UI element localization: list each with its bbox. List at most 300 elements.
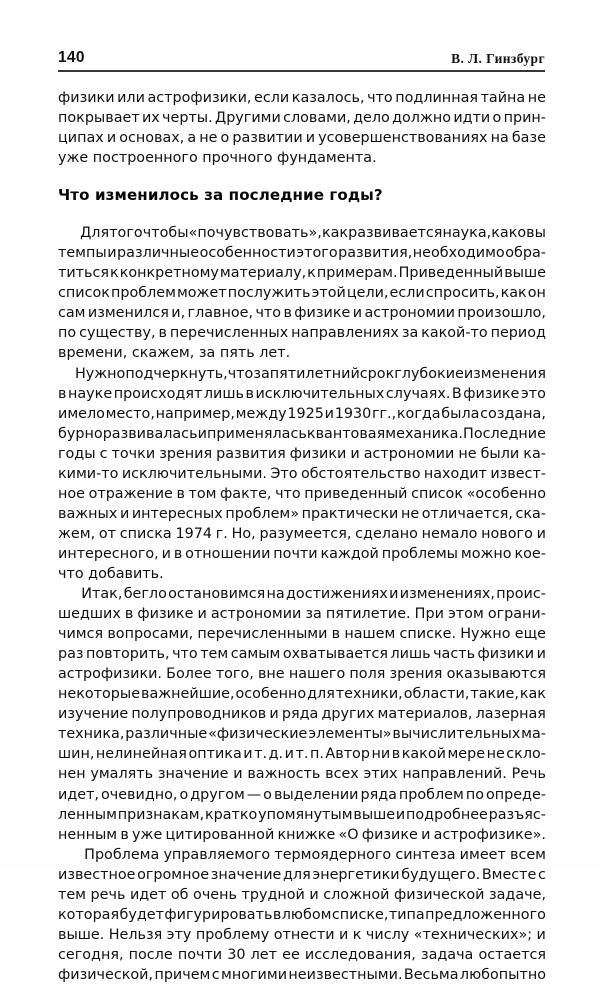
word: физике [137, 606, 194, 623]
word: кое- [514, 545, 546, 562]
word: не [458, 445, 477, 462]
text-line [58, 845, 546, 865]
text-line [58, 323, 546, 343]
word: астрофизики, [147, 90, 252, 106]
word: в [158, 325, 167, 342]
word: к [307, 265, 316, 282]
word: синтеза [395, 846, 456, 863]
text-line [58, 484, 546, 504]
word: физики [58, 90, 115, 106]
word: главное, [187, 305, 254, 322]
word: почти [177, 946, 223, 963]
word: происходят [113, 385, 203, 402]
word: часть [433, 646, 476, 663]
word: о [220, 130, 230, 147]
word: покрывает [58, 110, 140, 127]
paragraph-indent [58, 223, 80, 243]
word: 1930 [334, 405, 372, 422]
word: уже [132, 826, 163, 843]
text-line [58, 424, 546, 444]
word: пятилетие. [325, 606, 411, 623]
word: кими-то [58, 465, 119, 482]
text-line [58, 825, 546, 845]
word: эту [166, 926, 192, 943]
text-line [58, 384, 546, 404]
word: не [199, 130, 218, 147]
word: и [119, 505, 130, 522]
word: ряда [281, 706, 319, 723]
word: признакам, [117, 806, 205, 823]
word: он [527, 285, 546, 302]
word: фигурировать [164, 906, 273, 923]
word: области, [403, 686, 470, 703]
word: задача [420, 946, 474, 963]
word: астрономии [363, 445, 455, 462]
word: лет [250, 946, 277, 963]
word: очевидно, [100, 786, 178, 803]
word: различные [125, 726, 208, 743]
word: элементы» [308, 726, 392, 743]
word: можно [460, 545, 512, 562]
word: что [172, 646, 198, 663]
word: гг., [371, 405, 397, 422]
word: как [321, 225, 349, 242]
word: «особенно [466, 485, 546, 502]
word: предложенного [425, 906, 546, 923]
word: изменения [463, 365, 546, 382]
word: были [480, 445, 520, 462]
word: сложной [323, 886, 390, 903]
word: когда [396, 405, 441, 422]
word: например, [155, 405, 235, 422]
word: вопросами, [107, 626, 194, 643]
text-line [58, 925, 546, 945]
page-number: 140 [58, 49, 85, 66]
word: подлинная [395, 90, 478, 106]
word: и [536, 525, 546, 542]
word: должно [392, 110, 452, 127]
word: дело [353, 110, 390, 127]
word: проблем» [225, 505, 300, 522]
word: казалось, [291, 90, 365, 106]
word: энергетики [312, 866, 400, 883]
paragraph-indent [58, 584, 80, 604]
word: немало [421, 525, 478, 542]
word: по [465, 786, 484, 803]
word: не [400, 505, 420, 522]
word: проис- [496, 586, 546, 603]
para-5 [58, 845, 546, 985]
text-line [58, 444, 546, 464]
word: имеет [459, 846, 506, 863]
word: достижениях [286, 586, 388, 603]
word: и [339, 926, 349, 943]
word: срок [359, 365, 395, 382]
word: материалу, [219, 265, 307, 282]
word: зрения [159, 445, 213, 462]
word: чтобы [142, 225, 189, 242]
word: еще [514, 626, 546, 643]
word: примерам. [316, 265, 398, 282]
paragraph-indent [58, 364, 75, 384]
word: этих [363, 766, 398, 783]
word: применялась [207, 425, 307, 442]
word: место, [105, 405, 155, 422]
heading-space-below [58, 205, 546, 223]
word: материалов, [377, 706, 473, 723]
paragraph-indent [58, 845, 80, 865]
word: неизвестными. [288, 966, 403, 983]
word: какой [401, 746, 446, 763]
word: т. [295, 746, 309, 763]
word: техника, [58, 726, 125, 743]
word: огромное [137, 866, 210, 883]
word: чимся [58, 626, 104, 643]
word: Речь [511, 766, 546, 783]
word: отношении [185, 545, 271, 562]
word: трудной [241, 886, 305, 903]
para-1 [58, 88, 546, 168]
word: в [120, 826, 129, 843]
word: Нужно [460, 626, 511, 643]
word: вычислительных [392, 726, 521, 743]
word: между [235, 405, 287, 422]
word: если [389, 285, 425, 302]
word: если [254, 90, 290, 106]
word: практически [301, 505, 399, 522]
word: и [309, 886, 319, 903]
word: на [490, 130, 509, 147]
word: любом [281, 906, 332, 923]
word: в [331, 626, 341, 643]
word: механика. [385, 425, 463, 442]
word: вне [257, 666, 285, 683]
word: бегло [123, 586, 167, 603]
word: обстоятельство [300, 465, 421, 482]
word: другом [190, 786, 245, 803]
word: Проблема [84, 846, 160, 863]
word: п. [309, 746, 324, 763]
word: наука, [442, 225, 492, 242]
word: и [536, 926, 546, 943]
word: Весьма [403, 966, 459, 983]
para-2 [58, 223, 546, 363]
word: астрофизике». [433, 826, 546, 843]
word: развития [216, 445, 286, 462]
word: важнейшие, [141, 686, 235, 703]
word: всем [509, 846, 546, 863]
word: послужить [227, 285, 311, 302]
word: что [227, 365, 254, 382]
word: идет [129, 886, 167, 903]
word: развитии [232, 130, 303, 147]
word: — [246, 786, 262, 803]
word: приведенный [304, 485, 408, 502]
word: и [324, 405, 334, 422]
word: годы [58, 445, 96, 462]
word: упомянутым [258, 806, 353, 823]
word: и [389, 586, 399, 603]
word: и, [171, 305, 186, 322]
word: будет [119, 906, 164, 923]
word: сделано [355, 525, 418, 542]
word: титься [58, 265, 110, 282]
word: умалять [90, 766, 154, 783]
word: списке, [331, 906, 389, 923]
word: и [350, 445, 360, 462]
word: нашем [344, 626, 396, 643]
word: охватывается [282, 646, 388, 663]
word: в [173, 545, 183, 562]
word: полупроводников [131, 706, 267, 723]
word: цитированной [165, 826, 275, 843]
word: выше. [58, 926, 105, 943]
word: лишь [390, 646, 431, 663]
word: оптика [188, 746, 242, 763]
word: и [395, 806, 406, 823]
word: глубокие [394, 365, 464, 382]
word: в [124, 606, 134, 623]
word: т. [254, 746, 268, 763]
word: различные [117, 245, 200, 262]
word: техники, [335, 686, 403, 703]
word: Для [80, 225, 110, 242]
word: пятилетний [269, 365, 360, 382]
word: в [283, 305, 292, 322]
word: отнести [273, 926, 335, 943]
word: известное [58, 866, 136, 883]
word: особенности [199, 245, 296, 262]
text-line [58, 404, 546, 424]
word: проблемы [381, 545, 458, 562]
word: перечисленных [169, 325, 289, 342]
word: выше [504, 265, 546, 282]
word: задаче, [489, 886, 546, 903]
word: проблему [195, 926, 270, 943]
para-3 [58, 364, 546, 585]
word: к [352, 926, 362, 943]
word: отличается, [421, 505, 513, 522]
word: прин- [503, 110, 546, 127]
word: произошло, [457, 305, 546, 322]
word: 30 [227, 946, 246, 963]
word: раз [58, 646, 84, 663]
word: их [141, 110, 160, 127]
word: астрономии [210, 606, 302, 623]
word: термоядерного [274, 846, 392, 863]
word: существу, [79, 325, 156, 342]
word: направлениях [291, 325, 399, 342]
word: очень [193, 886, 237, 903]
word: физики [477, 646, 535, 663]
text-line [58, 604, 546, 624]
word: для [283, 866, 311, 883]
word: физике [463, 385, 520, 402]
word: какой-то [421, 325, 488, 342]
running-head [58, 45, 545, 67]
word: Приведенный [398, 265, 504, 282]
word: список [58, 285, 110, 302]
word: книжке [277, 826, 336, 843]
word: опреде- [485, 786, 546, 803]
text-line [58, 704, 546, 724]
word: темпы [58, 245, 107, 262]
word: сам [58, 305, 86, 322]
word: создана, [480, 405, 546, 422]
text-line [58, 128, 546, 148]
word: мере [447, 746, 486, 763]
text-line [58, 724, 546, 744]
word: некоторые [58, 686, 141, 703]
word: список [411, 485, 463, 502]
word: такие, [470, 686, 519, 703]
word: «О [338, 826, 359, 843]
word: ни [371, 746, 391, 763]
word: нелинейная [95, 746, 187, 763]
word: развивалась [102, 425, 198, 442]
word: При [414, 606, 444, 623]
word: кратко [204, 806, 258, 823]
word: как [519, 686, 546, 703]
word: Нужно [74, 365, 126, 382]
word: и [197, 606, 207, 623]
word: квантовая [306, 425, 386, 442]
word: важность [247, 766, 321, 783]
word: и [352, 305, 363, 322]
word: в [391, 746, 401, 763]
word: ленным [58, 806, 117, 823]
word: любопытно [459, 966, 546, 983]
word: того, [215, 666, 254, 683]
word: ска- [515, 505, 546, 522]
word: идти [453, 110, 491, 127]
word: основах, [119, 130, 185, 147]
word: и [107, 245, 117, 262]
word: будущего. [401, 866, 481, 883]
word: для [307, 686, 335, 703]
word: черты. [162, 110, 213, 127]
word: физической, [58, 966, 154, 983]
heading-space-above [58, 168, 546, 185]
word: «технических»; [413, 926, 533, 943]
word: усовершенствованиях [318, 130, 488, 147]
text-line [58, 945, 546, 965]
word: спросить, [425, 285, 500, 302]
word: изменениях, [399, 586, 495, 603]
text-line [58, 464, 546, 484]
text-line [58, 524, 546, 544]
word: конкретному [119, 265, 219, 282]
word: проблем [110, 285, 176, 302]
text-line [58, 785, 546, 805]
running-head-author: В. Л. Гинзбург [451, 51, 545, 66]
word: списка [119, 525, 172, 542]
word: физической [394, 886, 485, 903]
word: нашего [288, 666, 346, 683]
word: типа [388, 906, 425, 923]
word: и [161, 545, 171, 562]
text-line [58, 905, 546, 925]
word: по [58, 325, 77, 342]
word: и [197, 425, 207, 442]
text-line [58, 805, 546, 825]
text-line [58, 744, 546, 764]
word: лазерная [475, 706, 546, 723]
text-line: уже построенного прочного фундамента. [58, 150, 377, 167]
word: многими [221, 966, 288, 983]
word: 1974 [175, 525, 212, 542]
text-line [58, 504, 546, 524]
word: о [263, 786, 272, 803]
text-line [58, 624, 546, 644]
word: шедших [58, 606, 121, 623]
word: перечисленными [197, 626, 328, 643]
word: точки [111, 445, 156, 462]
word: астрономии [364, 305, 455, 322]
word: что [275, 485, 301, 502]
word: направлений. [402, 766, 507, 783]
word: сегодня, [58, 946, 124, 963]
word: того [109, 225, 143, 242]
word: самым [230, 646, 281, 663]
word: в [245, 385, 254, 402]
word: зрения [389, 666, 443, 683]
word: отражение [88, 485, 173, 502]
word: Но, [231, 525, 256, 542]
word: развития, [338, 245, 413, 262]
text-line [58, 364, 546, 384]
word: науке [68, 385, 113, 402]
word: и [536, 646, 546, 663]
word: каждой [320, 545, 379, 562]
word: жем, [58, 525, 96, 542]
body-text-block [58, 88, 546, 985]
word: списке. [399, 626, 457, 643]
word: о [492, 110, 502, 127]
word: к [110, 265, 119, 282]
word: исключительных [255, 385, 385, 402]
word: важных [58, 505, 118, 522]
word: «физические [208, 726, 308, 743]
word: что [367, 90, 393, 106]
word: и [106, 130, 117, 147]
text-line [58, 885, 546, 905]
word: шин, [58, 746, 95, 763]
word: словами, [283, 110, 351, 127]
word: интересного, [58, 545, 159, 562]
word: и [243, 746, 253, 763]
word: физики [289, 445, 347, 462]
text-line [58, 764, 546, 784]
text-line [58, 263, 546, 283]
word: с [211, 966, 220, 983]
word: изменился [87, 305, 169, 322]
word: остановимся [168, 586, 266, 603]
word: с [538, 866, 546, 883]
word: которая [58, 906, 120, 923]
word: значение [157, 766, 229, 783]
word: особенно [235, 686, 307, 703]
word: этом [447, 606, 484, 623]
word: лишь [203, 385, 244, 402]
word: интересных [131, 505, 223, 522]
word: случаях. [385, 385, 451, 402]
word: обра- [505, 245, 546, 262]
word: за [305, 606, 322, 623]
text-line [58, 644, 546, 664]
text-line [58, 243, 546, 263]
word: разъяс- [488, 806, 546, 823]
